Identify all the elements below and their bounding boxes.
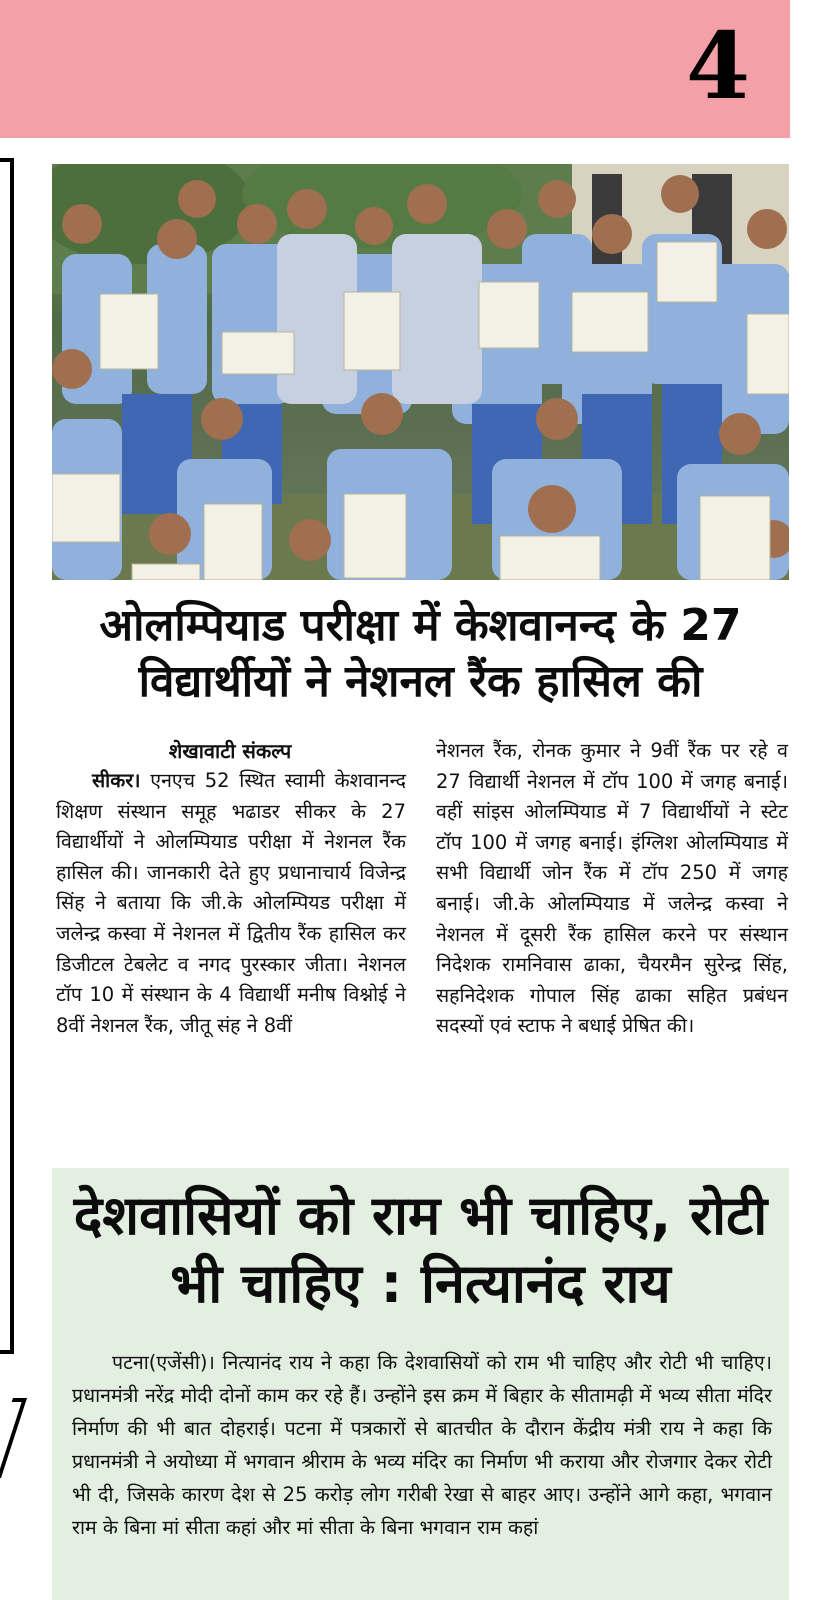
- students-with-certificates-image: [52, 164, 789, 580]
- group-photo: [52, 164, 789, 580]
- story1-headline: ओलम्पियाड परीक्षा में केशवानन्द के 27 विद्यार्थीयों ने नेशनल रैंक हासिल की: [99, 600, 742, 707]
- story1-byline: शेखावाटी संकल्प: [168, 739, 292, 763]
- story1-column-1-text: एनएच 52 स्थित स्वामी केशवानन्द शिक्षण संस्थान समूह भढाडर सीकर के 27 विद्यार्थीयों ने ओलम्पियाड परीक्षा में नेशनल रैंक हासिल की। जानकारी देते हुए प्रधानाचार्य विजेन्द्र सिंह ने बताया कि जी.के ओलम्पियड परीक्षा में जलेन्द्र कस्वा में नेशनल में द्वितीय रैंक हासिल कर डिजीटल टेबलेट व नगद पुरस्कार जीता। नेशनल टॉप 10 में संस्थान के 4 विद्यार्थी मनीष विश्नोई ने 8वीं नेशनल रैंक, जीतू संह ने 8वीं: [56, 769, 406, 1037]
- story1-dateline: सीकर।: [92, 769, 141, 792]
- page-header-band: [0, 0, 790, 138]
- story2-body: पटना(एजेंसी)। नित्यानंद राय ने कहा कि देशवासियों को राम भी चाहिए और रोटी भी चाहिए। प्रधानमंत्री नरेंद्र मोदी दोनों काम कर रहे हैं। उन्होंने इस क्रम में बिहार के सीतामढ़ी में भव्य सीता मंदिर निर्माण की भी बात दोहराई। पटना में पत्रकारों से बातचीत के दौरान केंद्रीय मंत्री राय ने कहा कि प्रधानमंत्री ने अयोध्या में भगवान श्रीराम के भव्य मंदिर का निर्माण भी कराया और रोजगार देकर रोटी भी दी, जिसके कारण देश से 25 करोड़ लोग गरीबी रेखा से बाहर आए। उन्होंने आगे कहा, भगवान राम के बिना मां सीता कहां और मां सीता के बिना भगवान राम कहां: [72, 1351, 772, 1539]
- page-number: 4: [685, 12, 750, 120]
- adjacent-column-border: [0, 158, 14, 1354]
- adjacent-column-fragment: [0, 1398, 27, 1478]
- story2-headline: देशवासियों को राम भी चाहिए, रोटी भी चाहिए : नित्यानंद राय: [73, 1184, 768, 1315]
- story1-column-1: [56, 766, 406, 1041]
- story1-column-2: नेशनल रैंक, रोनक कुमार ने 9वीं रैंक पर रहे व 27 विद्यार्थी नेशनल में टॉप 100 में जगह बनाई। वहीं सांइस ओलम्पियाड में 7 विद्यार्थीयों ने स्टेट टॉप 100 में जगह बनाई। इंग्लिश ओलम्पियाड में सभी विद्यार्थी जोन रैंक में टॉप 250 में जगह बनाई। जी.के ओलम्पियाड में जलेन्द्र कस्वा ने नेशनल में दूसरी रैंक हासिल करने पर संस्थान निदेशक रामनिवास ढाका, चैयरमैन सुरेन्द्र सिंह, सहनिदेशक गोपाल सिंह ढाका सहित प्रबंधन सदस्यों एवं स्टाफ ने बधाई प्रेषित की।: [436, 739, 788, 1038]
